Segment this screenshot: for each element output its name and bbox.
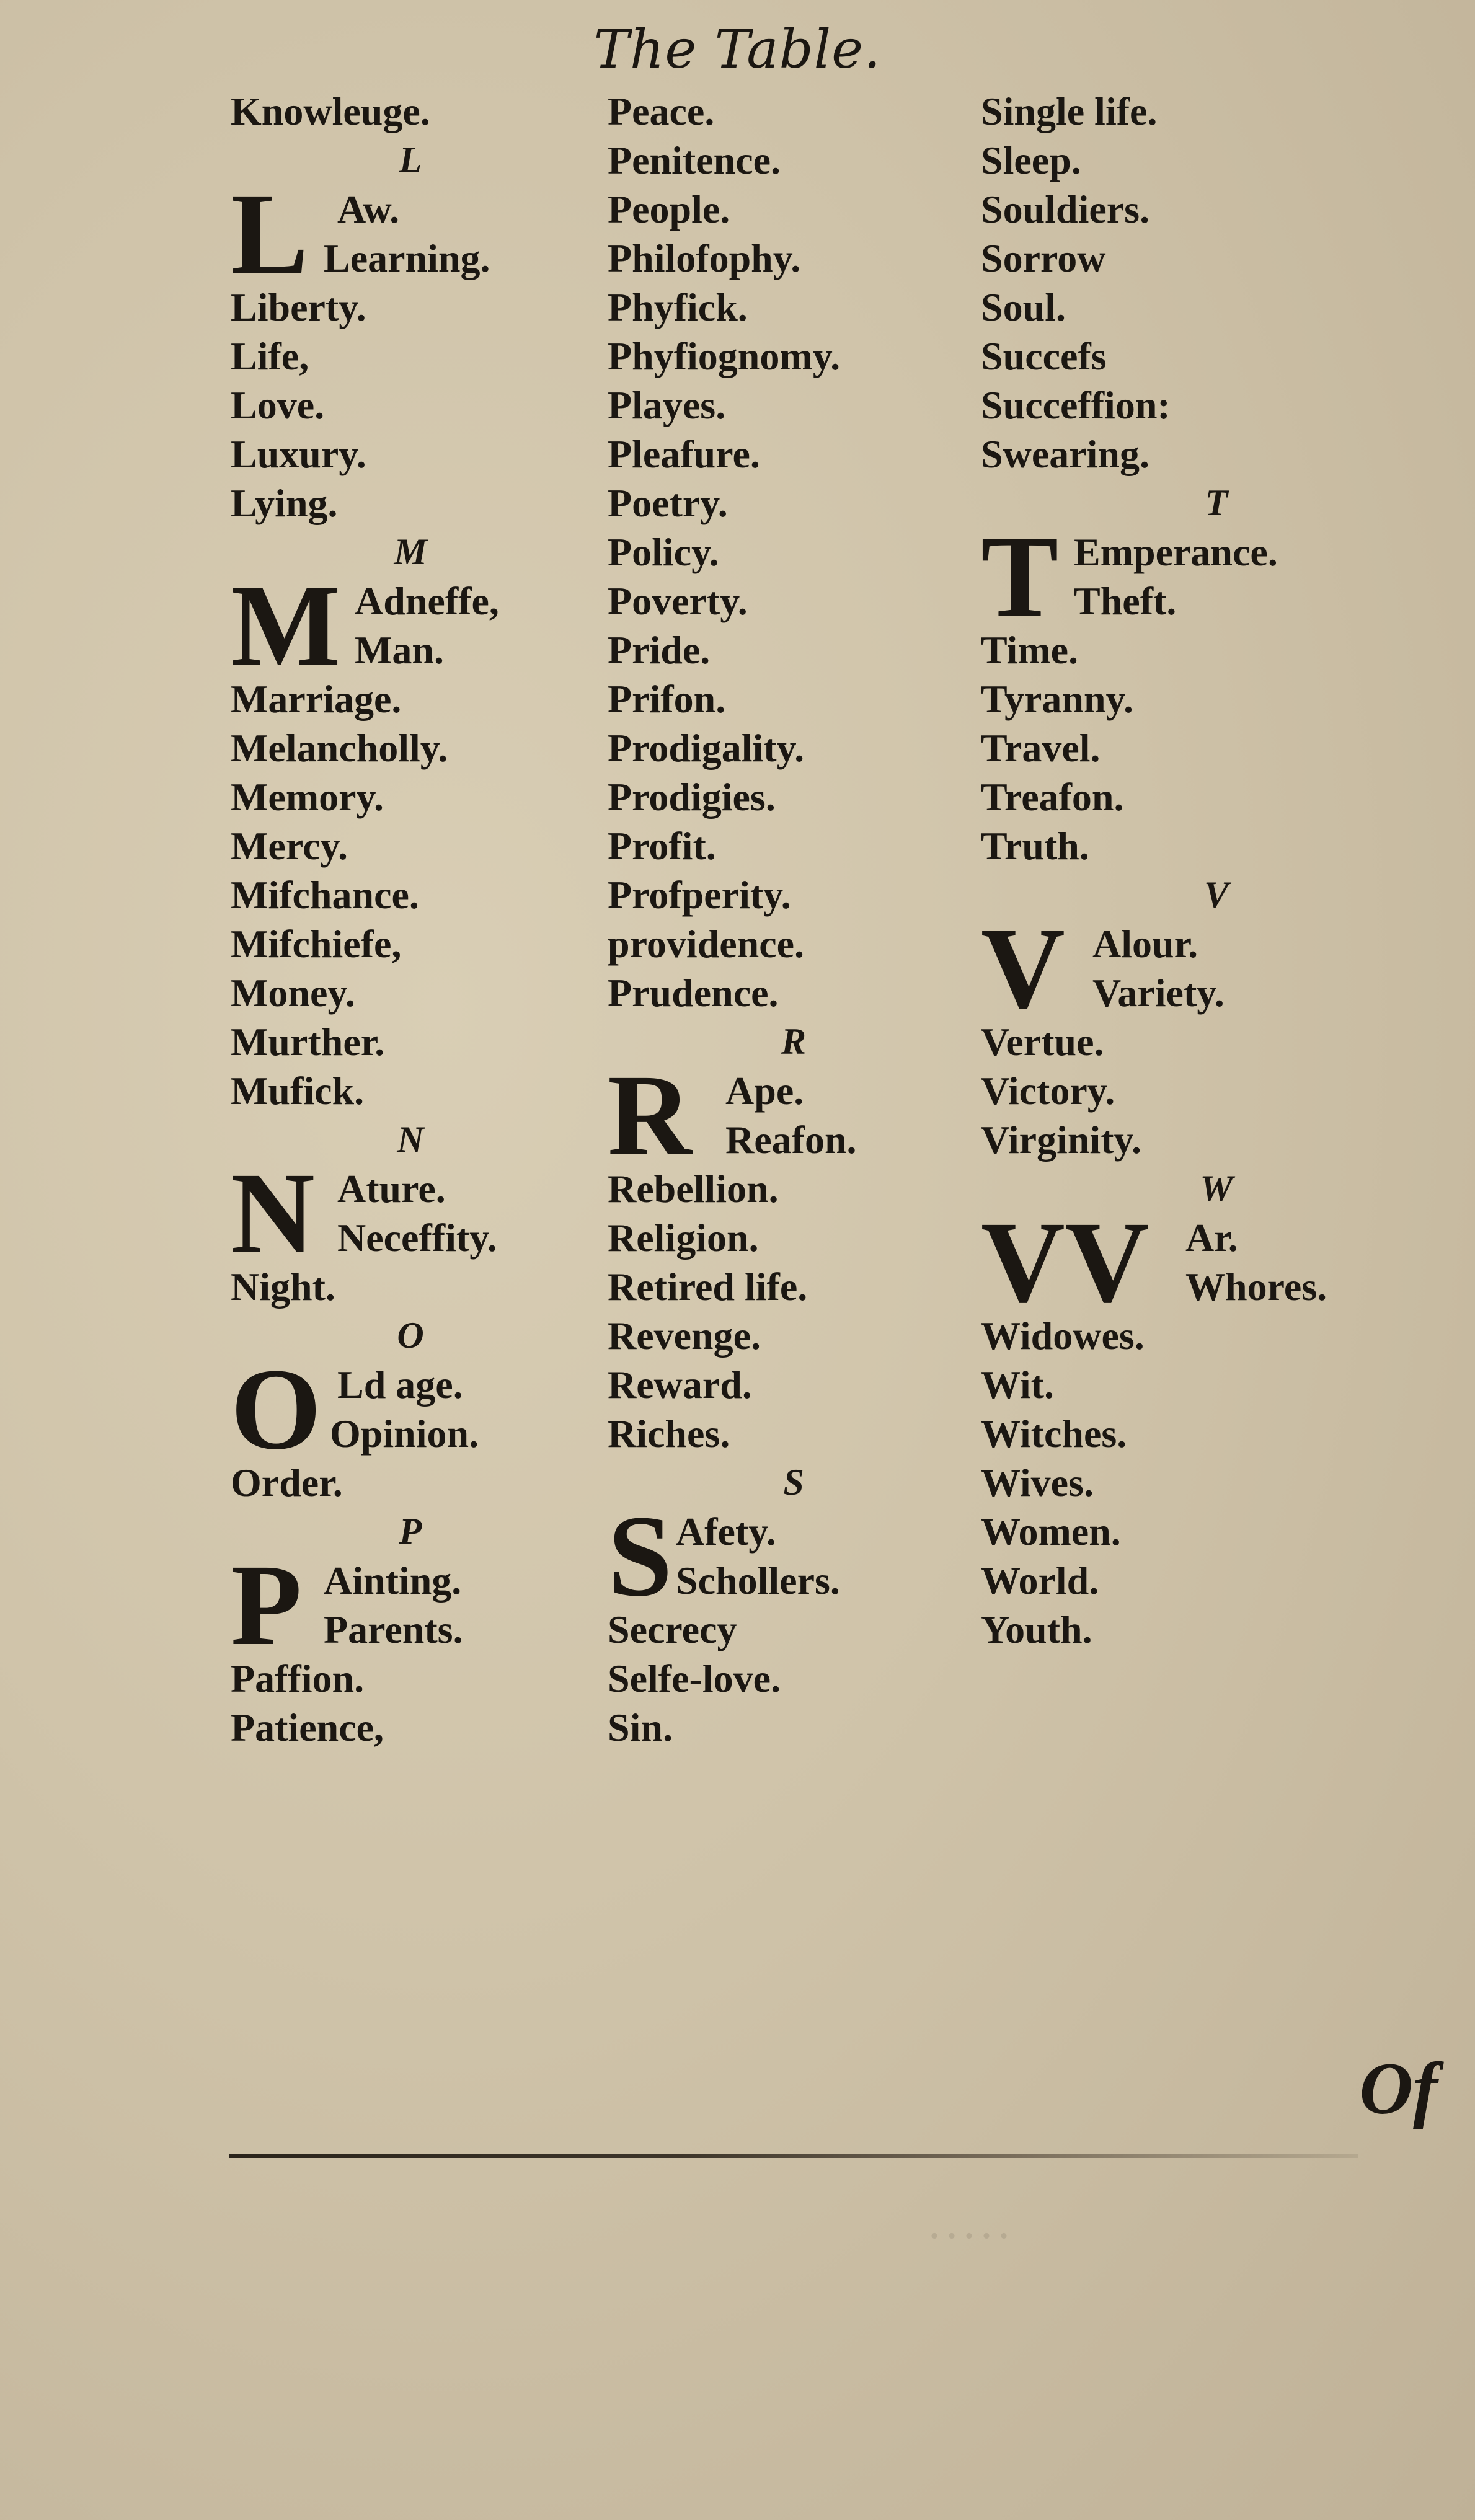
section-letter: P: [399, 1511, 422, 1552]
index-entry: Whores.: [1185, 1265, 1327, 1309]
index-entry: Money.: [231, 971, 355, 1015]
index-entry: Lying.: [231, 481, 338, 525]
index-entry: Mufick.: [231, 1069, 365, 1113]
index-entry: Retired life.: [608, 1265, 808, 1309]
index-entry: Rebellion.: [608, 1167, 779, 1211]
index-entry: Virginity.: [981, 1118, 1141, 1162]
drop-cap-block: [231, 1540, 590, 1669]
index-entry: Profit.: [608, 824, 716, 868]
index-entry: Succefs: [981, 334, 1107, 378]
drop-cap: L: [231, 169, 309, 298]
drop-cap-block: [981, 511, 1452, 641]
section-letter: W: [1200, 1168, 1233, 1209]
index-entry: Victory.: [981, 1069, 1115, 1113]
index-entry: Mifchance.: [231, 873, 419, 917]
page-rule: [229, 2154, 1358, 2158]
index-entry: Witches.: [981, 1412, 1127, 1456]
index-entry: Sleep.: [981, 138, 1081, 182]
index-entry: Peace.: [608, 89, 715, 133]
index-entry: Parents.: [324, 1607, 463, 1651]
index-column-1: [231, 87, 590, 1752]
index-entry: Emperance.: [1074, 530, 1278, 574]
index-column-3: [981, 87, 1452, 1654]
index-entry: Patience,: [231, 1705, 384, 1749]
drop-cap: N: [231, 1148, 315, 1278]
drop-cap: R: [608, 1050, 692, 1180]
index-entry: Reward.: [608, 1363, 752, 1407]
drop-cap: M: [231, 560, 341, 690]
index-entry: Revenge.: [608, 1314, 761, 1358]
index-entry: Prodigality.: [608, 726, 805, 770]
drop-cap: P: [231, 1540, 302, 1669]
index-entry: Learning.: [324, 236, 490, 280]
index-entry: Sin.: [608, 1705, 673, 1749]
index-entry: Alour.: [1092, 922, 1198, 966]
index-entry: Phyfiognomy.: [608, 334, 841, 378]
drop-cap-block: [608, 1050, 980, 1180]
index-entry: Prodigies.: [608, 775, 776, 819]
index-entry: Theft.: [1074, 579, 1177, 623]
index-entry: Sorrow: [981, 236, 1106, 280]
index-entry: Profperity.: [608, 873, 791, 917]
section-letter: M: [394, 531, 427, 572]
index-entry: Murther.: [231, 1020, 385, 1064]
index-entry: Order.: [231, 1461, 343, 1505]
index-entry: Single life.: [981, 89, 1158, 133]
index-entry: Poetry.: [608, 481, 728, 525]
index-entry: Prifon.: [608, 677, 726, 721]
index-entry: Ature.: [337, 1167, 446, 1211]
index-entry: Life,: [231, 334, 309, 378]
section-letter: S: [783, 1462, 804, 1503]
index-entry: Tyranny.: [981, 677, 1133, 721]
index-entry: Luxury.: [231, 432, 366, 476]
index-entry: Opinion.: [330, 1412, 479, 1456]
index-entry: Mercy.: [231, 824, 348, 868]
index-entry: Prudence.: [608, 971, 779, 1015]
section-letter: T: [1205, 482, 1228, 523]
drop-cap-block: [981, 1197, 1452, 1327]
show-through-text: . . . . .: [930, 2208, 1008, 2246]
index-entry: Knowleuge.: [231, 89, 430, 133]
index-entry: Man.: [355, 628, 444, 672]
index-entry: Poverty.: [608, 579, 748, 623]
catchword: Of: [1359, 2047, 1438, 2129]
index-entry: Pleafure.: [608, 432, 760, 476]
index-entry: Travel.: [981, 726, 1101, 770]
drop-cap: O: [231, 1344, 322, 1474]
index-entry: People.: [608, 187, 730, 231]
index-entry: Aw.: [337, 187, 400, 231]
index-entry: Swearing.: [981, 432, 1149, 476]
index-entry: Afety.: [676, 1510, 776, 1554]
index-entry: Women.: [981, 1510, 1121, 1554]
section-letter: L: [399, 139, 422, 180]
index-entry: Widowes.: [981, 1314, 1145, 1358]
index-entry: Secrecy: [608, 1607, 737, 1651]
index-entry: Liberty.: [231, 285, 366, 329]
index-entry: Truth.: [981, 824, 1089, 868]
index-entry: Ape.: [725, 1069, 804, 1113]
drop-cap: VV: [981, 1197, 1149, 1327]
drop-cap-block: [231, 169, 590, 298]
index-entry: providence.: [608, 922, 805, 966]
index-entry: Variety.: [1092, 971, 1225, 1015]
drop-cap: V: [981, 903, 1065, 1033]
index-entry: Philofophy.: [608, 236, 801, 280]
index-entry: Mifchiefe,: [231, 922, 402, 966]
drop-cap-block: [981, 903, 1452, 1033]
index-entry: Pride.: [608, 628, 711, 672]
index-entry: Riches.: [608, 1412, 730, 1456]
drop-cap-block: [231, 1344, 590, 1474]
drop-cap-block: [231, 1148, 590, 1278]
index-entry: Phyfick.: [608, 285, 748, 329]
index-entry: Youth.: [981, 1607, 1092, 1651]
index-entry: Neceffity.: [337, 1216, 497, 1260]
index-entry: Treafon.: [981, 775, 1124, 819]
page-header: The Table.: [593, 19, 882, 81]
index-entry: Ld age.: [337, 1363, 463, 1407]
index-entry: Melancholly.: [231, 726, 448, 770]
index-entry: Succeffion:: [981, 383, 1171, 427]
index-entry: Night.: [231, 1265, 335, 1309]
index-entry: Ainting.: [324, 1558, 462, 1603]
index-entry: Marriage.: [231, 677, 402, 721]
index-entry: Memory.: [231, 775, 384, 819]
section-letter: R: [781, 1021, 807, 1062]
index-entry: Wives.: [981, 1461, 1094, 1505]
index-entry: Ar.: [1185, 1216, 1238, 1260]
index-entry: Vertue.: [981, 1020, 1104, 1064]
index-entry: Reafon.: [725, 1118, 857, 1162]
index-entry: Policy.: [608, 530, 719, 574]
index-entry: Paffion.: [231, 1656, 365, 1700]
section-letter: V: [1203, 874, 1229, 915]
drop-cap-block: [231, 560, 590, 690]
index-entry: Adneffe,: [355, 579, 499, 623]
drop-cap: S: [608, 1491, 673, 1620]
index-column-2: [608, 87, 980, 1752]
index-entry: Wit.: [981, 1363, 1054, 1407]
section-letter: O: [397, 1315, 424, 1356]
index-entry: Love.: [231, 383, 325, 427]
index-entry: Playes.: [608, 383, 726, 427]
drop-cap-block: [608, 1491, 980, 1620]
drop-cap: T: [981, 511, 1059, 641]
index-entry: Schollers.: [676, 1558, 840, 1603]
index-entry: Soul.: [981, 285, 1066, 329]
index-entry: World.: [981, 1558, 1099, 1603]
section-letter: N: [397, 1119, 424, 1160]
index-entry: Religion.: [608, 1216, 759, 1260]
index-entry: Selfe-love.: [608, 1656, 781, 1700]
index-entry: Penitence.: [608, 138, 781, 182]
index-entry: Time.: [981, 628, 1079, 672]
index-entry: Souldiers.: [981, 187, 1150, 231]
